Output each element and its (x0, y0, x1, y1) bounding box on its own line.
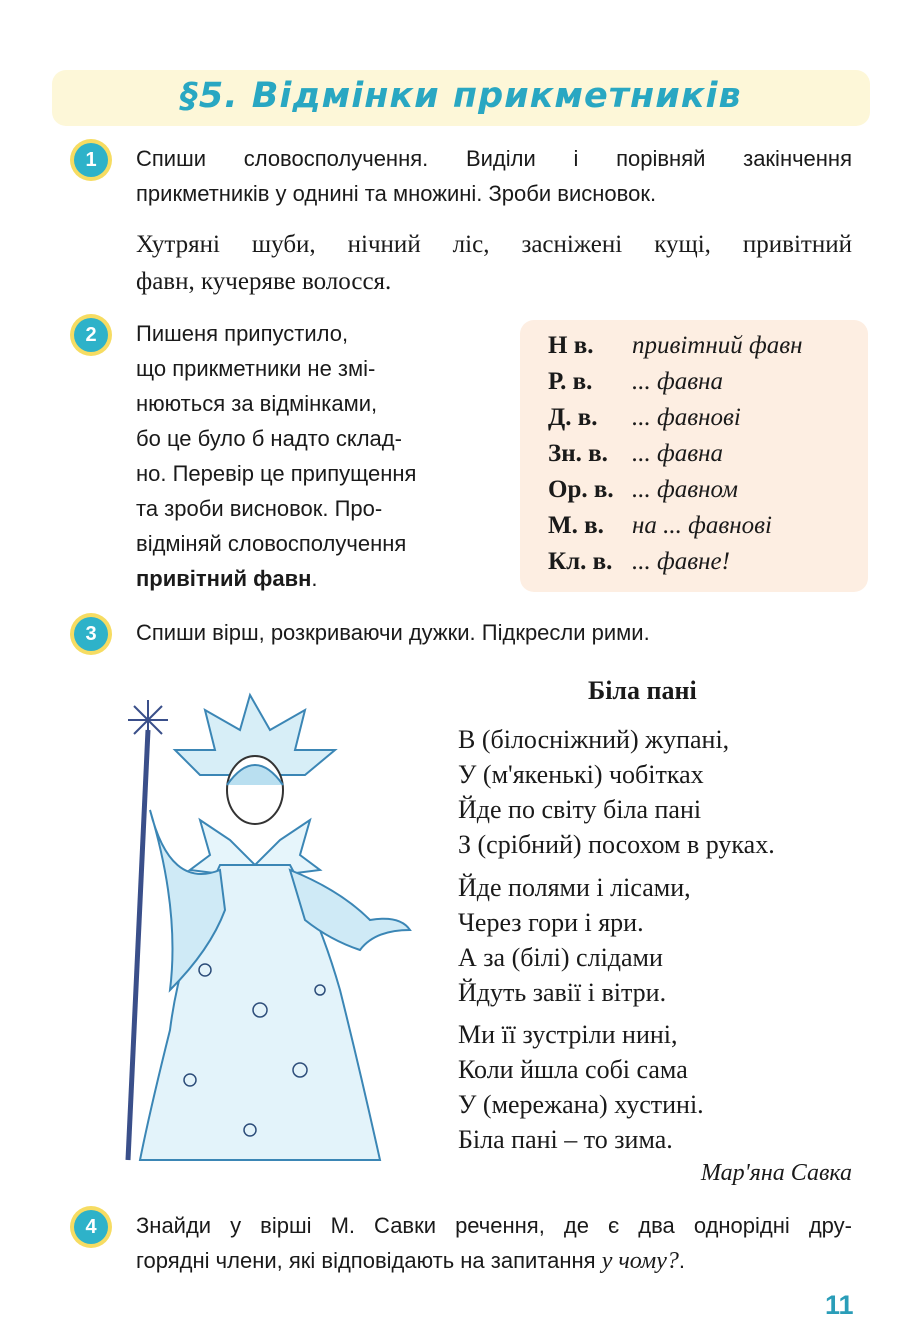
task-2-bold-phrase: привітний фавн (136, 566, 312, 591)
case-row (548, 332, 803, 368)
task-4-text (136, 1208, 852, 1279)
page-title: §5. Відмінки прикметників (180, 76, 742, 116)
page-number: 11 (825, 1290, 854, 1320)
poem-stanza-1 (458, 722, 775, 862)
task-2-line: відміняй словосполучення (136, 531, 407, 556)
task-1-line-2: прикметників у однині та множині. Зроби висновок. (136, 181, 657, 206)
task-number-1: 1 (74, 143, 108, 177)
case-form: ... фавна (632, 440, 724, 467)
poem-line: У (мережана) хустині. (458, 1090, 704, 1119)
poem-line: Йде полями і лісами, (458, 873, 691, 902)
task-4-line-1: Знайди у вірші М. Савки речення, де є два однорідні дру- (136, 1213, 852, 1238)
task-4-line-2 (136, 1243, 852, 1279)
case-label: Ор. в. (548, 476, 614, 503)
task-2-text (136, 316, 496, 596)
poem-title: Біла пані (588, 676, 697, 705)
case-label: Зн. в. (548, 440, 608, 467)
task-number-3: 3 (74, 617, 108, 651)
case-label: Кл. в. (548, 548, 613, 575)
case-row (548, 368, 723, 404)
white-lady-illustration (110, 690, 430, 1180)
task-2-line: но. Перевір це припущення (136, 461, 417, 486)
case-row (548, 404, 741, 440)
task-2-line: нюються за відмінками, (136, 391, 378, 416)
case-form: ... фавнові (632, 404, 741, 431)
case-label: Д. в. (548, 404, 598, 431)
poem-line: Через гори і яри. (458, 908, 644, 937)
task-4-line-2-text: горядні члени, які відповідають на запитання (136, 1248, 596, 1273)
poem-line: А за (білі) слідами (458, 943, 663, 972)
poem-stanza-3 (458, 1017, 704, 1157)
task-4-question: у чому? (601, 1248, 679, 1274)
task-2-period: . (311, 566, 318, 591)
task-number-2: 2 (74, 318, 108, 352)
task-2-line: що прикметники не змі- (136, 356, 376, 381)
poem-author: Мар'яна Савка (700, 1160, 852, 1186)
example-line-2: фавн, кучеряве волосся. (136, 268, 392, 295)
task-2-last-line (136, 561, 496, 596)
task-2-line: бо це було б надто склад- (136, 426, 402, 451)
example-line-1: Хутряні шуби, нічний ліс, засніжені кущі, привітний (136, 231, 852, 258)
poem-line: У (м'якенькі) чобітках (458, 760, 704, 789)
case-row (548, 476, 738, 512)
case-form: ... фавном (632, 476, 739, 503)
task-1-line-1: Спиши словосполучення. Виділи і порівняй закінчення (136, 146, 852, 171)
case-form: ... фавне! (632, 548, 730, 575)
case-row (548, 512, 772, 548)
poem-stanza-2 (458, 870, 691, 1010)
task-4-period: . (678, 1248, 685, 1273)
case-form: привітний фавн (632, 332, 803, 359)
task-1-example (136, 226, 852, 300)
task-number-4: 4 (74, 1210, 108, 1244)
task-2-line: Пишеня припустило, (136, 321, 349, 346)
task-2-line: та зроби висновок. Про- (136, 496, 383, 521)
case-row (548, 548, 730, 584)
poem-line: Йдуть завії і вітри. (458, 978, 667, 1007)
declension-table (520, 320, 868, 592)
case-label: М. в. (548, 512, 604, 539)
case-label: Н в. (548, 332, 594, 359)
staff-star-icon (128, 700, 168, 740)
task-1-text (136, 141, 852, 211)
poem-line: Біла пані – то зима. (458, 1125, 673, 1154)
case-row (548, 440, 723, 476)
poem-line: Йде по світу біла пані (458, 795, 702, 824)
task-3-text: Спиши вірш, розкриваючи дужки. Підкресли рими. (136, 620, 650, 645)
title-band (52, 70, 870, 126)
poem-line: В (білосніжний) жупані, (458, 725, 730, 754)
case-form: ... фавна (632, 368, 724, 395)
poem-line: Ми її зустріли нині, (458, 1020, 678, 1049)
case-label: Р. в. (548, 368, 593, 395)
case-form: на ... фавнові (632, 512, 772, 539)
poem-line: З (срібний) посохом в руках. (458, 830, 775, 859)
poem-line: Коли йшла собі сама (458, 1055, 688, 1084)
